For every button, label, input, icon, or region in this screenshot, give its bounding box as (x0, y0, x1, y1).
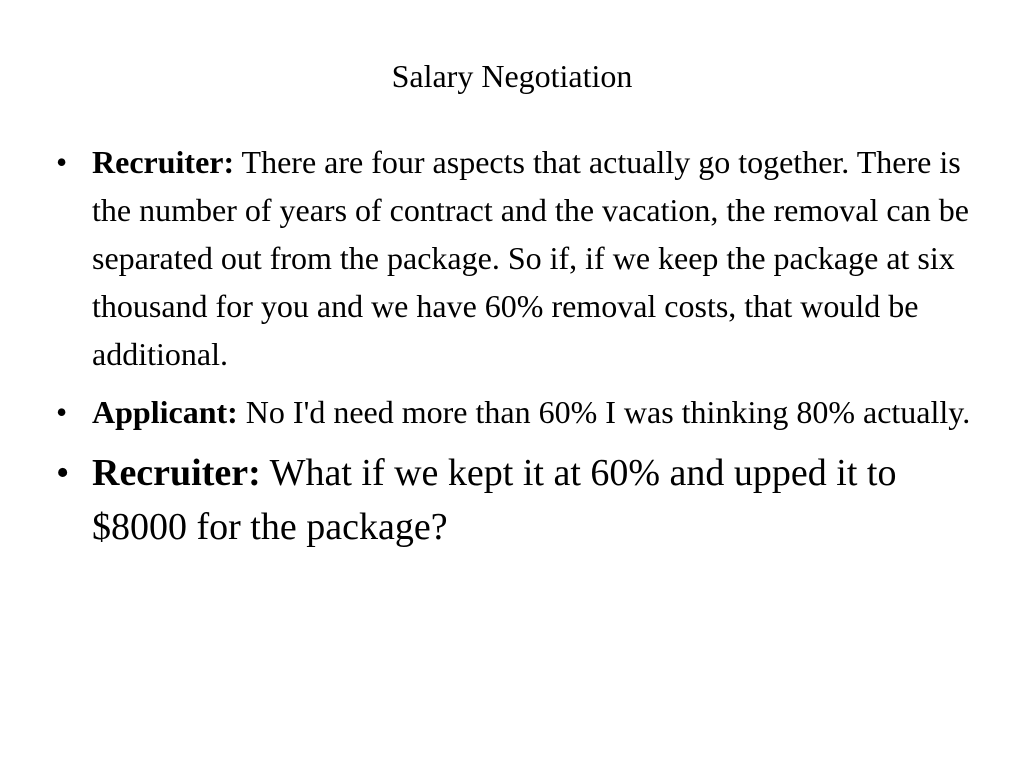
bullet-item-applicant (0, 388, 1024, 436)
bullet-list (0, 138, 1024, 554)
bullet-icon: • (56, 394, 68, 430)
bullet-text: No I'd need more than 60% I was thinking 80% actually. (245, 394, 971, 430)
slide-title: Salary Negotiation (391, 58, 633, 94)
bullet-icon: • (56, 144, 68, 180)
speaker-label: Recruiter: (92, 144, 235, 180)
speaker-label: Applicant: (92, 394, 238, 430)
speaker-label: Recruiter: (92, 452, 261, 494)
bullet-item-recruiter-2 (0, 446, 1024, 554)
bullet-text: There are four aspects that actually go together. There is the number of years of contract and the vacation, the removal can be separated out from the package. So if, if we keep the package at six thousand for you and we have 60% removal costs, that would be additional. (92, 144, 969, 372)
bullet-text: What if we kept it at 60% and upped it to $8000 for the package? (92, 452, 897, 548)
bullet-icon: • (56, 452, 70, 494)
bullet-item-recruiter-1 (0, 138, 1024, 378)
